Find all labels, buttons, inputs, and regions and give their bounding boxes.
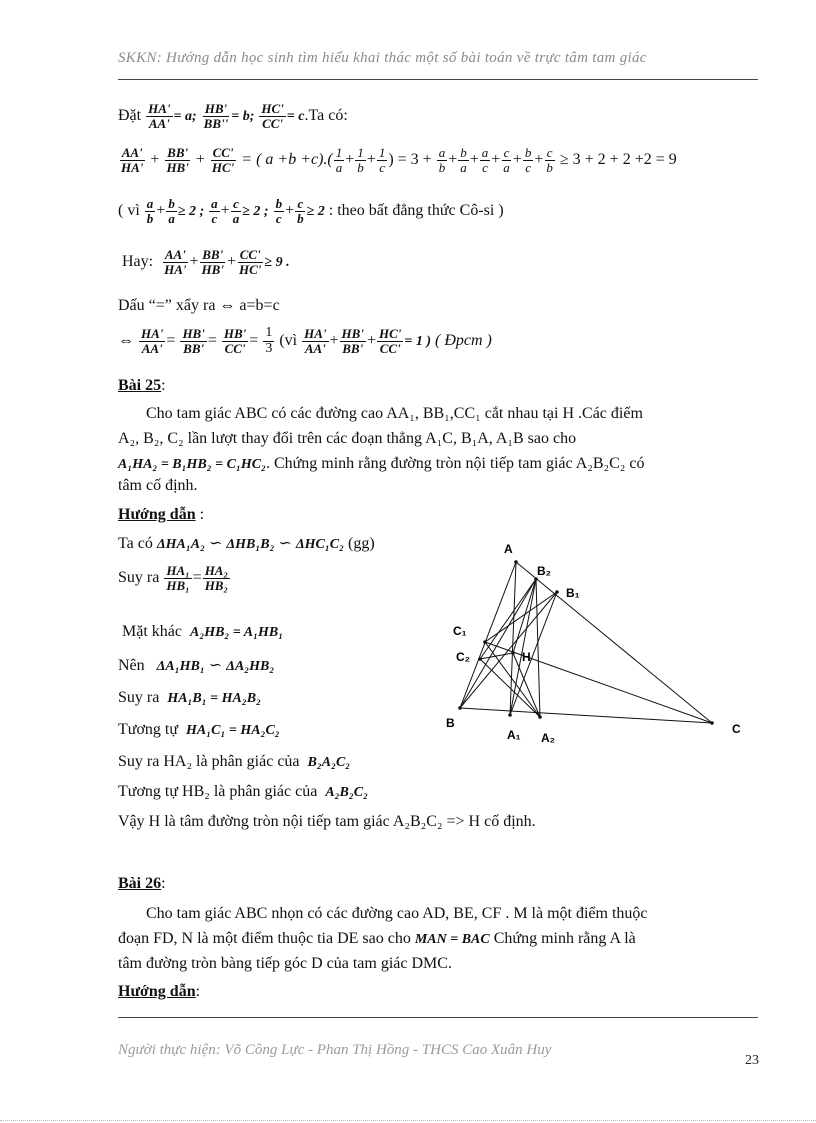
bai25-line3: A₁HA₂ = B₁HB₂ = C₁HC₂. Chứng minh rằng đường tròn nội tiếp tam giác A₂B₂C₂ có — [118, 455, 645, 472]
fraction: $\frac{HC'}{CC'}$ — [261, 101, 284, 131]
label-C: C — [732, 722, 741, 736]
bai26-line3: tâm đường tròn bàng tiếp góc D của tam giác DMC. — [118, 955, 452, 972]
conclusion-line: ⇔ $\frac{HA'}{AA'}$ = $\frac{HB'}{BB'}$ = $\frac{HB'}{CC'}$ = $\frac{1}{3}$ (vì $\frac{HA'}{AA'}$ + $\frac{HB'}{BB'}$ + $\frac{HC'}{CC'}$ = 1 ) ( Đpcm ) — [118, 325, 492, 356]
bai25-guide-title: Hướng dẫn : — [118, 506, 205, 523]
step-2: Suy ra $\frac{\text{HA₁}}{\text{HB₁}}$ = $\frac{\text{HA₂}}{\text{HB₂}}$ — [118, 563, 229, 593]
label-B: B — [446, 716, 455, 730]
label-B2: B₂ — [537, 564, 551, 578]
bai25-line4: tâm cố định. — [118, 477, 198, 494]
page-header: SKKN: Hướng dẫn học sinh tìm hiểu khai thác một số bài toán về trực tâm tam giác — [118, 50, 647, 66]
dat-line: Đặt $\frac{HA'}{AA'}$ = a; $\frac{HB'}{BB''}$ = b; $\frac{HC'}{CC'}$ = c.Ta có: — [118, 101, 348, 131]
triangle-figure — [440, 535, 760, 750]
fraction: $\frac{HB'}{BB''}$ — [203, 101, 229, 131]
step-8: Tương tự HB₂ là phân giác của A₂B₂C₂ — [118, 783, 368, 800]
step-7: Suy ra HA₂ là phân giác của B₂A₂C₂ — [118, 753, 351, 770]
step-9: Vậy H là tâm đường tròn nội tiếp tam giác A₂B₂C₂ => H cố định. — [118, 813, 536, 830]
label-A2: A₂ — [541, 731, 555, 745]
label-H: H — [522, 650, 531, 664]
step-5: Suy ra HA₁B₁ = HA₂B₂ — [118, 689, 261, 706]
bai26-line2: đoạn FD, N là một điểm thuộc tia DE sao cho MAN = BAC Chứng minh rằng A là — [118, 930, 636, 947]
bai25-title: Bài 25: — [118, 377, 166, 394]
page-bottom-dots — [0, 1120, 816, 1121]
dat-label: Đặt — [118, 106, 142, 124]
label-C2: C₂ — [456, 650, 470, 664]
label-A1: A₁ — [507, 728, 521, 742]
cosi-line: ( vì $\frac{a}{b}$ + $\frac{b}{a}$ ≥ 2 ; $\frac{a}{c}$ + $\frac{c}{a}$ ≥ 2 ; $\frac{b}{c}$ + $\frac{c}{b}$ ≥ 2 : theo bất đẳng thức Cô-si ) — [118, 196, 504, 226]
bai26-title: Bài 26: — [118, 875, 166, 892]
step-1: Ta có ΔHA₁A₂ ∽ ΔHB₁B₂ ∽ ΔHC₁C₂ (gg) — [118, 535, 375, 552]
inequality-line: $\frac{AA'}{HA'}$ + $\frac{BB'}{HB'}$ + $\frac{CC'}{HC'}$ = ( a +b +c).( $\frac{1}{a}$ + $\frac{1}{b}$ + $\frac{1}{c}$ ) = 3 + $\frac{a}{b}$ + $\frac{b}{a}$ + $\frac{a}{c}$ + $\frac{c}{a}$ + $\frac{b}{c}$ + $\frac{c}{b}$ ≥ 3 + 2 + 2 +2 = 9 — [121, 145, 677, 175]
bai26-line1: Cho tam giác ABC nhọn có các đường cao AD, BE, CF . M là một điểm thuộc — [146, 905, 648, 922]
hay-line: Hay: $\frac{AA'}{HA'}$ + $\frac{BB'}{HB'}$ + $\frac{CC'}{HC'}$ ≥ 9 . — [122, 247, 290, 277]
footer-rule — [118, 1017, 758, 1018]
label-B1: B₁ — [566, 586, 580, 600]
page-number: 23 — [745, 1053, 759, 1068]
step-3: Mặt khác A₂HB₂ = A₁HB₁ — [122, 623, 284, 640]
figure-points — [458, 560, 714, 725]
dau-line: Dấu “=” xẩy ra ⇔ a=b=c — [118, 297, 280, 314]
footer-authors: Người thực hiện: Võ Công Lực - Phan Thị Hồng - THCS Cao Xuân Huy — [118, 1042, 552, 1058]
label-C1: C₁ — [453, 624, 467, 638]
bai25-line2: A₂, B₂, C₂ lần lượt thay đổi trên các đoạn thẳng A₁C, B₁A, A₁B sao cho — [118, 430, 577, 447]
label-A: A — [504, 542, 513, 556]
fraction: $\frac{HA'}{AA'}$ — [148, 101, 171, 131]
step-4: Nên ΔA₁HB₁ ∽ ΔA₂HB₂ — [118, 657, 275, 674]
step-6: Tương tự HA₁C₁ = HA₂C₂ — [118, 721, 280, 738]
bai26-guide-title: Hướng dẫn: — [118, 983, 201, 1000]
bai25-line1: Cho tam giác ABC có các đường cao AA₁, BB₁,CC₁ cắt nhau tại H .Các điểm — [146, 405, 643, 422]
figure-lines — [460, 562, 712, 723]
header-rule — [118, 79, 758, 80]
